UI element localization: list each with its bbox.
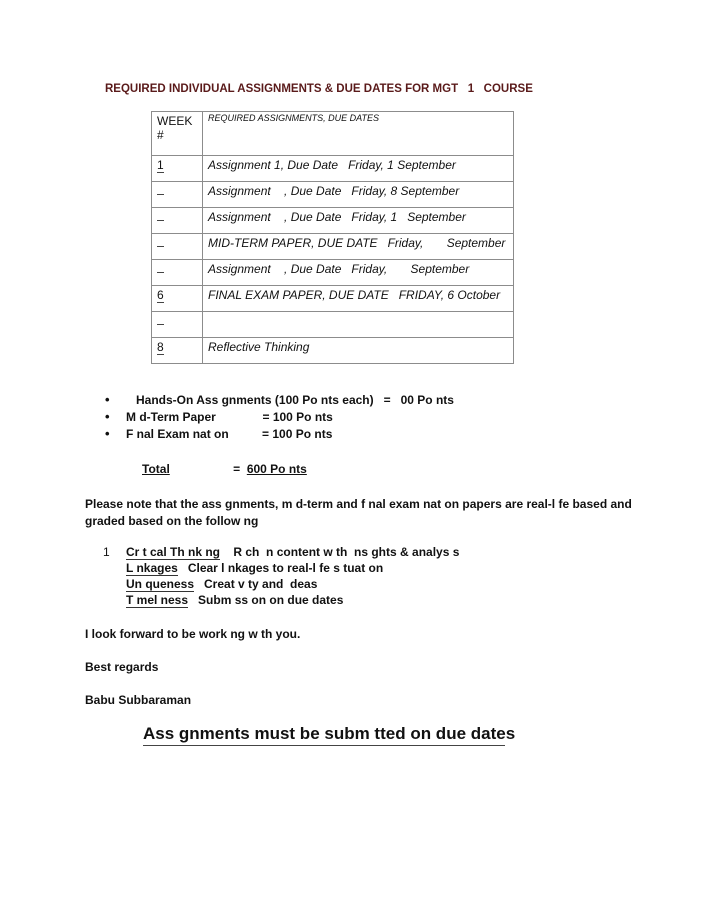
list-item <box>103 561 384 577</box>
criteria-desc: Subm ss on on due dates <box>188 593 344 607</box>
total-gap: = <box>169 462 247 476</box>
point-text: F nal Exam nat on = 100 Po nts <box>126 427 333 441</box>
week-cell <box>152 286 203 312</box>
table-row <box>152 234 514 260</box>
document-heading: REQUIRED INDIVIDUAL ASSIGNMENTS & DUE DATES FOR MGT 1 COURSE <box>105 83 533 95</box>
assignment-cell: Assignment , Due Date Friday, 1 September <box>203 208 514 234</box>
week-number: 8 <box>157 340 164 354</box>
assignments-table <box>151 111 514 364</box>
criteria-list <box>103 545 460 609</box>
table-row <box>152 312 514 338</box>
table-row <box>152 260 514 286</box>
table-row <box>152 338 514 364</box>
list-item <box>103 593 344 609</box>
list-item <box>105 392 454 410</box>
week-column-header: WEEK # <box>152 112 203 156</box>
week-cell <box>152 312 203 338</box>
assignment-cell: FINAL EXAM PAPER, DUE DATE FRIDAY, 6 October <box>203 286 514 312</box>
list-item <box>105 426 333 444</box>
week-cell <box>152 234 203 260</box>
criteria-term: L nkages <box>126 561 178 575</box>
assignments-column-header: REQUIRED ASSIGNMENTS, DUE DATES <box>203 112 514 156</box>
week-number: 1 <box>157 158 164 172</box>
bullet-icon: • <box>105 409 110 424</box>
week-number: 6 <box>157 288 164 302</box>
assignment-cell: MID-TERM PAPER, DUE DATE Friday, September <box>203 234 514 260</box>
week-cell <box>152 260 203 286</box>
assignment-cell: Reflective Thinking <box>203 338 514 364</box>
assignment-cell <box>203 312 514 338</box>
week-cell <box>152 208 203 234</box>
table-row <box>152 156 514 182</box>
week-number <box>157 220 164 221</box>
list-item <box>103 545 460 561</box>
week-number <box>157 194 164 195</box>
criteria-desc: R ch n content w th ns ghts & analys s <box>220 545 460 559</box>
week-number <box>157 272 164 273</box>
closing-line: I look forward to be work ng w th you. <box>85 627 301 641</box>
criteria-term: Cr t cal Th nk ng <box>126 545 221 559</box>
criteria-number: 1 <box>103 545 110 559</box>
week-number <box>157 324 164 325</box>
signature-name: Babu Subbaraman <box>85 693 192 707</box>
table-row <box>152 182 514 208</box>
list-item <box>105 409 333 427</box>
total-value: 600 Po nts <box>246 462 307 476</box>
week-number <box>157 246 164 247</box>
table-row <box>152 208 514 234</box>
week-cell <box>152 182 203 208</box>
assignment-cell: Assignment , Due Date Friday, September <box>203 260 514 286</box>
assignment-cell: Assignment , Due Date Friday, 8 September <box>203 182 514 208</box>
criteria-desc: Creat v ty and deas <box>194 577 318 591</box>
grading-note: Please note that the ass gnments, m d-term and f nal exam nat on papers are real-l fe based and graded based on the follow ng <box>85 497 632 528</box>
regards-line: Best regards <box>85 660 159 674</box>
points-list <box>105 392 454 444</box>
bullet-icon: • <box>105 392 110 407</box>
due-dates-reminder: Ass gnments must be subm tted on due dates <box>143 724 505 746</box>
point-text: Hands-On Ass gnments (100 Po nts each) = 00 Po nts <box>126 393 454 407</box>
point-text: M d-Term Paper = 100 Po nts <box>126 410 333 424</box>
criteria-desc: Clear l nkages to real-l fe s tuat on <box>177 561 384 575</box>
total-line <box>142 462 307 476</box>
assignment-cell: Assignment 1, Due Date Friday, 1 September <box>203 156 514 182</box>
total-label: Total <box>142 462 170 476</box>
week-cell <box>152 156 203 182</box>
criteria-term: T mel ness <box>126 593 189 607</box>
bullet-icon: • <box>105 426 110 441</box>
week-cell <box>152 338 203 364</box>
table-row <box>152 286 514 312</box>
table-header-row <box>152 112 514 156</box>
criteria-term: Un queness <box>126 577 195 591</box>
list-item <box>103 577 318 593</box>
